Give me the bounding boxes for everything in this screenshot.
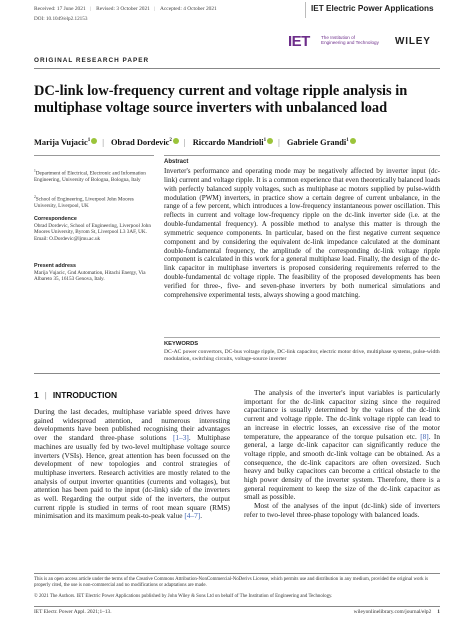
correspondence-text: Obrad Dordevic, School of Engineering, Liverpool John Moores University, Byrom St, Liverpool L3 3AF, UK.: [34, 222, 151, 236]
license-notice: This is an open access article under the terms of the Creative Commons Attribution-NonCommercial-NoDerivs License, which permits use and distribution in any medium, provided the original work is properly cited, the use is non-commercial and no modifications or adaptations are made.: [34, 577, 429, 588]
section-title: INTRODUCTION: [52, 390, 118, 400]
section-number: 1: [34, 390, 39, 400]
received-date: Received: 17 June 2021: [34, 6, 86, 12]
iet-subtitle-line-2: Engineering and Technology: [321, 40, 379, 46]
paragraph: [244, 389, 440, 502]
author-name: Riccardo Mandrioli: [192, 138, 264, 147]
affiliation-text: Department of Electrical, Electronic and Information Engineering, University of Bologna, Bologna, Italy: [34, 170, 146, 184]
iet-logo-subtitle: [321, 35, 379, 46]
abstract-text: Inverter's performance and operating mode may be negatively affected by inverter input (dc-link) current and voltage ripple. It is a common experience that even theoretically balanced loads with perfectly balanced supply voltages, such as multiphase ac motors supplied by pulse-width modulation (PWM) inverters, in practice show a certain degree of current unbalance, in the range of a few percent, which introduces a low-frequency instantaneous power oscillation. This reflects in current and voltage low-frequency ripple on the dc-link inverter side (i.e. at the double-fundamental frequency). A possible method to analyse this matter is through the symmetric sequence components. In particular, based on the first negative current sequence component and by considering the equivalent dc-link impedance calculated at the dominant double-fundamental frequency, the amplitude of the corresponding dc-link voltage ripple component is calculated in this work for a general multiphase load. Finally, the design of the dc-link capacitor in multiphase inverters is proposed considering requirements referred to the double-fundamental dc voltage ripple. The feasibility of the proposed developments has been verified for three-, five- and seven-phase inverters by both numerical simulations and comprehensive experimental tests, always showing a good matching.: [164, 167, 440, 299]
paragraph: [34, 408, 230, 521]
keywords-heading: KEYWORDS: [164, 341, 199, 347]
orcid-icon[interactable]: [173, 138, 179, 144]
text-run: . Multiphase machines are usually fed by two-level multiphase voltage source inverters (VSIs). Hence, great attention has been focussed on the development of new topologies and control strategies of multiphase inverters. Research activities are mostly related to the analysis of output inverter quantities (currents and voltages), but attention has been paid to the input (dc-link) side of the inverters as well. Regarding the output side of the inverters, the output current ripple is studied in terms of root mean square (RMS) minimisation and its maximum peak-to-peak value: [34, 433, 231, 521]
correspondence-heading: Correspondence: [34, 216, 77, 222]
copyright-notice: © 2021 The Authors. IET Electric Power Applications published by John Wiley & Sons Ltd on behalf of The Institution of Engineering and Technology.: [34, 594, 333, 599]
abstract-heading: Abstract: [164, 159, 189, 165]
present-address: [34, 263, 156, 283]
orcid-icon[interactable]: [91, 138, 97, 144]
affiliation-mark: 2: [169, 138, 172, 144]
iet-subtitle-line-1: The Institution of: [321, 35, 355, 40]
divider: [34, 68, 440, 69]
journal-name[interactable]: IET Electric Power Applications: [311, 4, 434, 13]
body-column-left: [34, 408, 230, 521]
doi[interactable]: DOI: 10.1049/elp2.12153: [34, 16, 88, 22]
journal-url[interactable]: wileyonlinelibrary.com/journal/elp2: [353, 609, 432, 615]
affiliation-mark: 1: [346, 138, 349, 144]
author-name: Obrad Dordevic: [111, 138, 170, 147]
author-list: Marija Vujacic$^1$ | Obrad Dordevic$^2$ | Riccardo Mandrioli$^1$ | Gabriele Grandi$^1$: [34, 138, 444, 147]
section-label: ORIGINAL RESEARCH PAPER: [34, 57, 150, 64]
author[interactable]: [193, 138, 273, 147]
paper-title: DC-link low-frequency current and voltage ripple analysis in multiphase voltage source inverters with unbalanced load: [34, 83, 408, 116]
author-name: Marija Vujacic: [34, 138, 88, 147]
affiliation-text: School of Engineering, Liverpool John Moores University, Liverpool, UK: [34, 196, 134, 210]
present-address-heading: Present address: [34, 263, 76, 269]
divider: [164, 155, 440, 156]
divider: [34, 373, 440, 374]
revised-date: Revised: 3 October 2021: [96, 6, 150, 12]
article-history: Received: 17 June 2021 | Revised: 3 October 2021 | Accepted: 4 October 2021: [34, 6, 217, 12]
divider: [34, 573, 440, 574]
accepted-date: Accepted: 4 October 2021: [160, 6, 217, 12]
journal-citation: IET Electr. Power Appl. 2021;1–13.: [34, 609, 112, 615]
divider: [164, 337, 440, 338]
affiliation-mark: 1: [87, 138, 91, 144]
author[interactable]: [287, 138, 356, 147]
body-column-right: [244, 389, 440, 520]
affiliation-2: $^2$School of Engineering, Liverpool John Moores University, Liverpool, UK: [34, 195, 134, 210]
footer-right: [300, 609, 440, 615]
page-number: 1: [437, 609, 440, 615]
correspondence-email[interactable]: Email: O.Dordevic@ljmu.ac.uk: [34, 235, 101, 242]
publisher-logos: [288, 33, 446, 51]
affiliation-mark: 1: [263, 138, 267, 144]
citation-link[interactable]: [4–7]: [184, 511, 201, 521]
citation-link[interactable]: [1–3]: [173, 433, 189, 443]
keywords-text: DC-AC power convertors, DC-bus voltage ripple, DC-link capacitor, electric motor drive, multiphase systems, pulse-width modulation, switching circuits, voltage-source inverter: [164, 349, 440, 362]
author[interactable]: [111, 138, 179, 147]
affiliation-1: $^1$Department of Electrical, Electronic and Information Engineering, University of Bologna, Bologna, Italy: [34, 169, 146, 184]
orcid-icon[interactable]: [267, 138, 273, 144]
present-address-text: Marija Vujacic, Gnd Automation, Hitachi Energy, Via Albareto 35, 16153 Genova, Italy.: [34, 269, 146, 283]
author[interactable]: [34, 138, 97, 147]
text-run: . In general, a large dc-link capacitor can significantly reduce the voltage ripple, and smooth dc-link voltage can be obtained. As a consequence, the dc-link capacitors are often oversized. Such heavy and bulky capacitors can become a critical obstacle to the high power density of the inverter system. Therefore, there is a general requirement to keep the size of the dc-link capacitor as small as possible.: [244, 431, 440, 502]
paragraph: Most of the analyses of the input (dc-link) side of inverters refer to two-level three-phase topology with balanced loads.: [244, 501, 440, 519]
citation-link[interactable]: [8]: [420, 431, 429, 441]
text-run: .: [200, 511, 203, 521]
section-heading: 1 | INTRODUCTION: [34, 390, 118, 400]
wiley-logo[interactable]: WILEY: [395, 36, 431, 47]
correspondence: [34, 216, 156, 242]
text-run: During the last decades, multiphase variable speed drives have gained widespread attention, and numerous interesting developments have been published recognising their advantages over the standard three-phase solutions: [34, 407, 230, 443]
divider: [34, 155, 154, 156]
text-run: The analysis of the inverter's input variables is particularly important for the dc-link capacitor sizing since the required capacitance is usually determined by the values of the dc-link current and voltage ripple. The dc-link voltage ripple can lead to an increase in electric losses, an excessive rise of the motor temperature, the appearance of the torque pulsation etc.: [244, 388, 440, 441]
orcid-icon[interactable]: [350, 138, 356, 144]
author-name: Gabriele Grandi: [286, 138, 347, 147]
iet-logo[interactable]: IET: [288, 33, 310, 50]
divider: [34, 606, 440, 607]
